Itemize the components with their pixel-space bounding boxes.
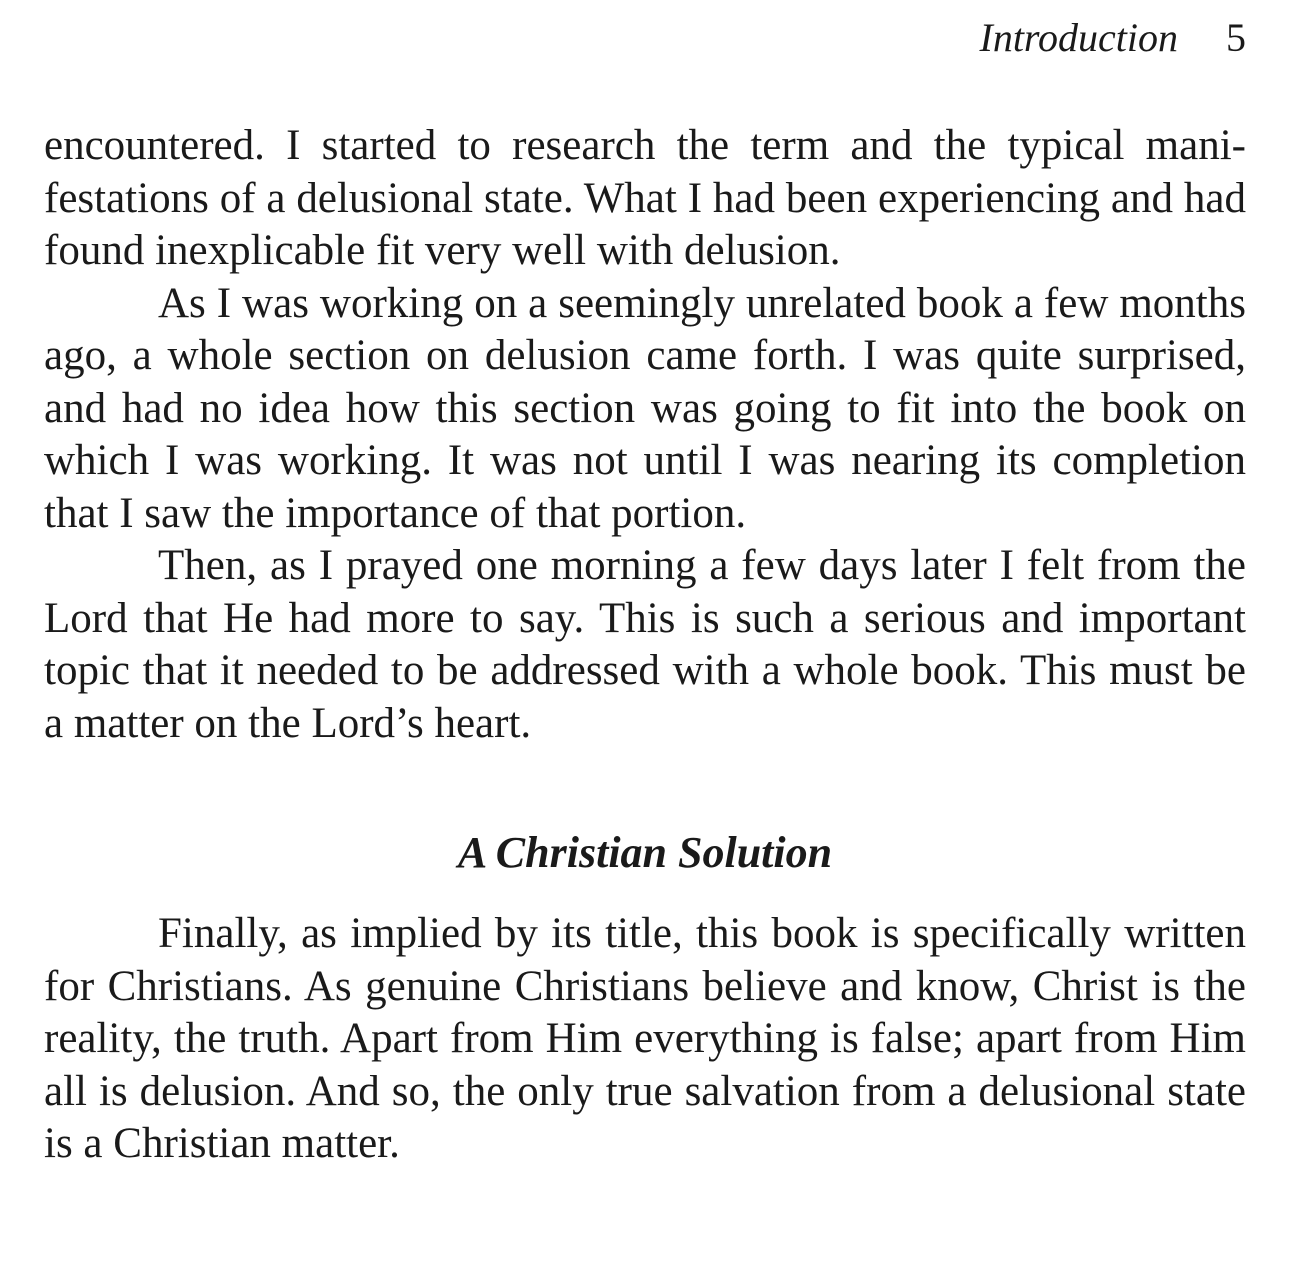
body-text	[44, 120, 1246, 1171]
paragraph: Then, as I prayed one morning a few days later I felt from the Lord that He had more to say. This is such a serious and important topic that it needed to be addressed with a whole book. This must be a matter on the Lord’s heart.	[44, 542, 1246, 747]
paragraph-continued: encountered. I started to research the term and the typical manifestations of a delusional state. What I had been experiencing and had found inexplicable fit very well with delusion.	[44, 122, 1246, 274]
page-number: 5	[1226, 15, 1246, 60]
running-head	[980, 14, 1247, 62]
running-title: Introduction	[979, 15, 1178, 60]
paragraph: As I was working on a seemingly unrelated book a few months ago, a whole section on delusion came forth. I was quite surprised, and had no idea how this section was going to fit into the book on which I was working. It was not until I was nearing its completion that I saw the importance of that portion.	[44, 279, 1246, 537]
section-heading: A Christian Solution	[457, 828, 833, 877]
paragraph: Finally, as implied by its title, this book is specifically written for Christians. As genuine Christians believe and know, Christ is the reality, the truth. Apart from Him everything is false; apart from Him all is delusion. And so, the only true salvation from a delusional state is a Christian matter.	[44, 910, 1246, 1167]
